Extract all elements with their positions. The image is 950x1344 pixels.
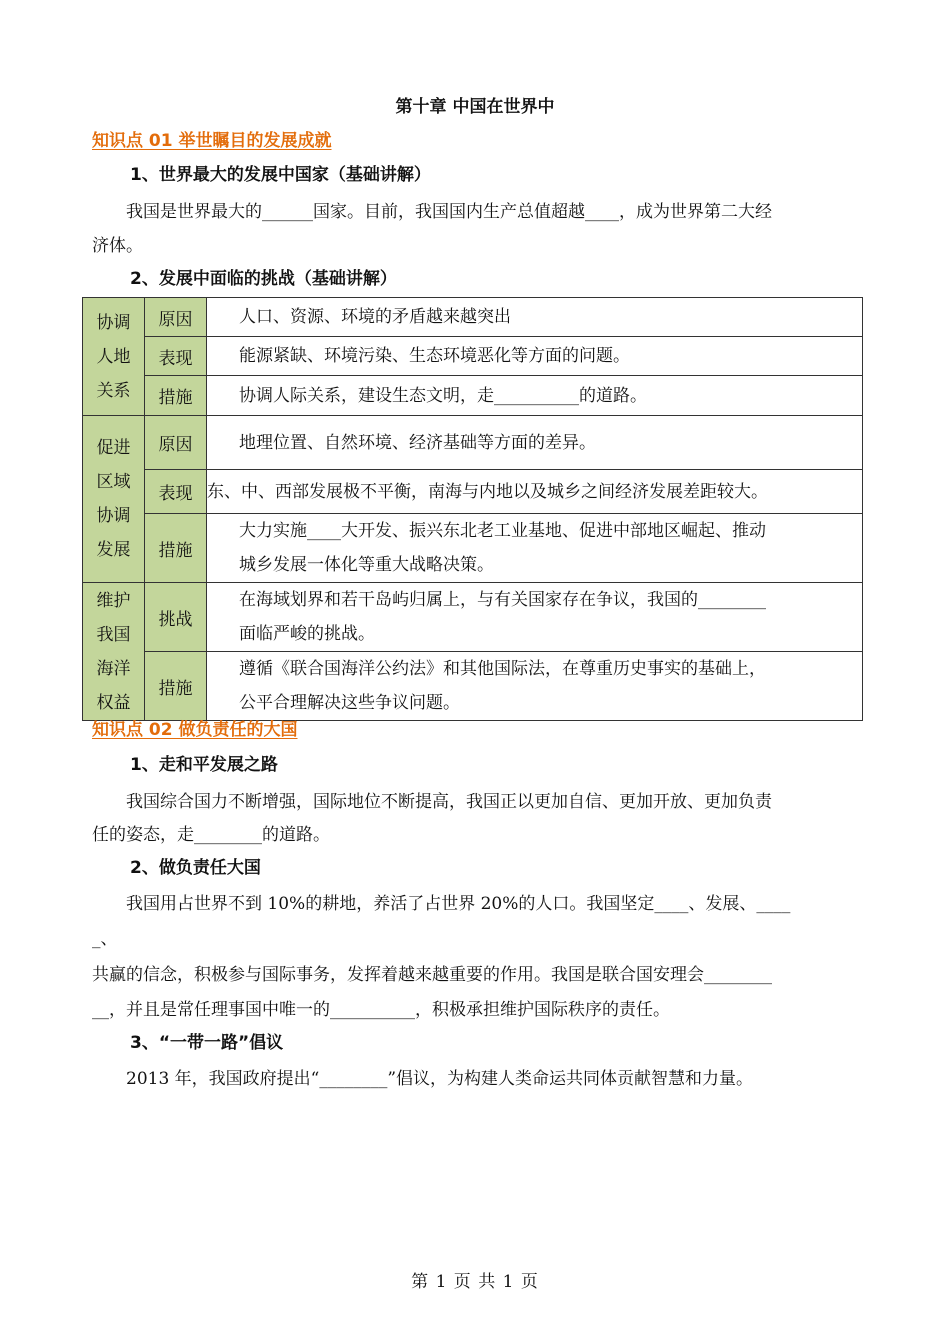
table-row bbox=[83, 376, 863, 416]
row-label: 表现 bbox=[145, 337, 207, 376]
section-2-2-line-1: 我国用占世界不到 10%的耕地，养活了占世界 20%的人口。我国坚定____、发展、____ bbox=[126, 894, 791, 914]
group-1-name: 协调 人地 关系 bbox=[83, 298, 145, 416]
section-2-3-heading: 3、“一带一路”倡议 bbox=[130, 1033, 284, 1053]
section-2-2-heading: 2、做负责任大国 bbox=[130, 858, 261, 878]
row-label: 措施 bbox=[145, 514, 207, 583]
section-1-1-line-2: 济体。 bbox=[92, 236, 143, 256]
knowledge-point-2-heading: 知识点 02 做负责任的大国 bbox=[92, 720, 298, 740]
section-1-1-line-1: 我国是世界最大的______国家。目前，我国国内生产总值超越____，成为世界第二大经 bbox=[126, 202, 772, 222]
group-2-name: 促进 区域 协调 发展 bbox=[83, 416, 145, 583]
challenges-table bbox=[82, 297, 863, 721]
row-label: 挑战 bbox=[145, 583, 207, 652]
section-2-2-line-3: 共赢的信念，积极参与国际事务，发挥着越来越重要的作用。我国是联合国安理会________ bbox=[92, 965, 772, 985]
table-row bbox=[83, 416, 863, 470]
section-1-1-heading: 1、世界最大的发展中国家（基础讲解） bbox=[130, 165, 431, 185]
row-content: 在海域划界和若干岛屿归属上，与有关国家存在争议，我国的________ 面临严峻的挑战。 bbox=[207, 583, 863, 652]
section-2-1-heading: 1、走和平发展之路 bbox=[130, 755, 278, 775]
section-1-2-heading: 2、发展中面临的挑战（基础讲解） bbox=[130, 269, 397, 289]
section-2-1-line-1: 我国综合国力不断增强，国际地位不断提高，我国正以更加自信、更加开放、更加负责 bbox=[126, 792, 772, 812]
knowledge-point-1-heading: 知识点 01 举世瞩目的发展成就 bbox=[92, 131, 332, 151]
table-row bbox=[83, 337, 863, 376]
row-label: 措施 bbox=[145, 376, 207, 416]
row-label: 原因 bbox=[145, 298, 207, 337]
section-2-1-line-2: 任的姿态，走________的道路。 bbox=[92, 825, 330, 845]
table-row bbox=[83, 470, 863, 514]
chapter-title: 第十章 中国在世界中 bbox=[395, 97, 555, 117]
row-content: 人口、资源、环境的矛盾越来越突出 bbox=[207, 298, 863, 337]
row-content: 能源紧缺、环境污染、生态环境恶化等方面的问题。 bbox=[207, 337, 863, 376]
row-label: 原因 bbox=[145, 416, 207, 470]
row-content: 大力实施____大开发、振兴东北老工业基地、促进中部地区崛起、推动 城乡发展一体化等重大战略决策。 bbox=[207, 514, 863, 583]
table-row bbox=[83, 583, 863, 652]
section-2-2-line-2: _、 bbox=[92, 929, 118, 949]
row-content: 地理位置、自然环境、经济基础等方面的差异。 bbox=[207, 416, 863, 470]
table-row bbox=[83, 652, 863, 721]
section-2-2-line-4: __，并且是常任理事国中唯一的__________，积极承担维护国际秩序的责任。 bbox=[92, 1000, 670, 1020]
table-row bbox=[83, 298, 863, 337]
page-footer: 第 1 页 共 1 页 bbox=[411, 1272, 539, 1292]
section-2-3-line-1: 2013 年，我国政府提出“________”倡议，为构建人类命运共同体贡献智慧和力量。 bbox=[126, 1069, 754, 1089]
row-content: 协调人际关系，建设生态文明，走__________的道路。 bbox=[207, 376, 863, 416]
group-3-name: 维护 我国 海洋 权益 bbox=[83, 583, 145, 721]
row-content: 东、中、西部发展极不平衡，南海与内地以及城乡之间经济发展差距较大。 bbox=[207, 470, 863, 514]
row-content: 遵循《联合国海洋公约法》和其他国际法，在尊重历史事实的基础上， 公平合理解决这些争议问题。 bbox=[207, 652, 863, 721]
table-row bbox=[83, 514, 863, 583]
row-label: 表现 bbox=[145, 470, 207, 514]
row-label: 措施 bbox=[145, 652, 207, 721]
